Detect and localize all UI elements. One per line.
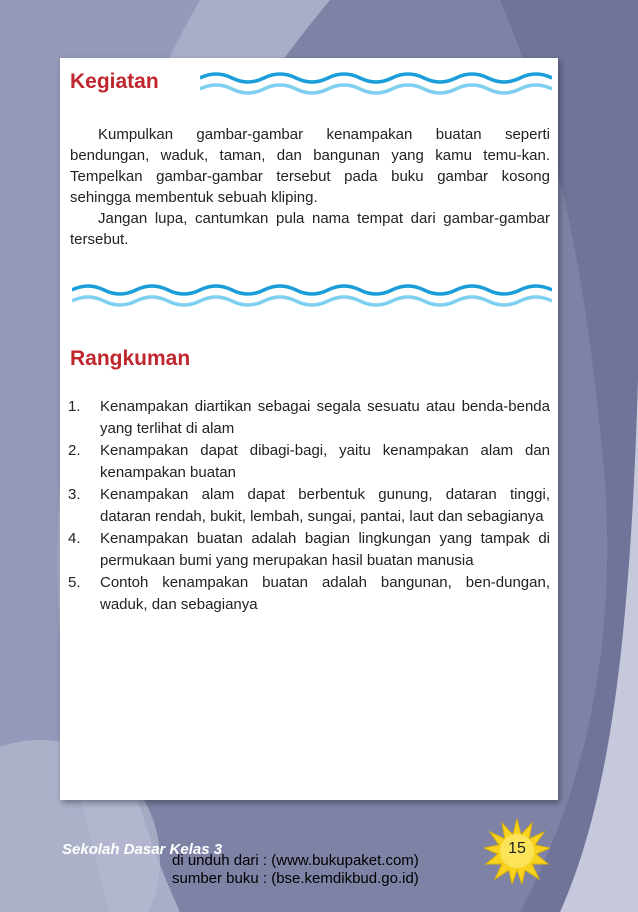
list-item-number: 1.: [68, 398, 81, 415]
list-item: [68, 572, 550, 616]
list-item-text: Kenampakan alam dapat berbentuk gunung, dataran tinggi, dataran rendah, bukit, lembah, sungai, pantai, laut dan sebagianya: [100, 486, 550, 525]
list-item-text: Kenampakan buatan adalah bagian lingkungan yang tampak di permukaan bumi yang merupakan hasil buatan manusia: [100, 530, 550, 569]
wave-decoration-top: [200, 70, 552, 96]
list-item-text: Kenampakan dapat dibagi-bagi, yaitu kenampakan alam dan kenampakan buatan: [100, 442, 550, 481]
list-item: [68, 396, 550, 440]
list-item-number: 4.: [68, 530, 81, 547]
kegiatan-heading: Kegiatan: [70, 70, 159, 93]
list-item-number: 3.: [68, 486, 81, 503]
list-item: [68, 528, 550, 572]
wave-decoration-divider: [72, 282, 552, 308]
list-item-number: 2.: [68, 442, 81, 459]
rangkuman-list: [68, 396, 550, 616]
list-item: [68, 440, 550, 484]
list-item-number: 5.: [68, 574, 81, 591]
rangkuman-heading: Rangkuman: [70, 347, 191, 370]
download-credit: di unduh dari : (www.bukupaket.com): [172, 852, 419, 869]
list-item-text: Contoh kenampakan buatan adalah bangunan, ben-dungan, waduk, dan sebagianya: [100, 574, 550, 613]
kegiatan-paragraph-1: Kumpulkan gambar-gambar kenampakan buatan seperti bendungan, waduk, taman, dan bangunan yang kamu temu-kan. Tempelkan gambar-gambar tersebut pada buku gambar kosong sehingga membentuk sebuah kliping.: [70, 126, 550, 206]
list-item: [68, 484, 550, 528]
kegiatan-instructions: [70, 124, 550, 250]
kegiatan-paragraph-2: Jangan lupa, cantumkan pula nama tempat dari gambar-gambar tersebut.: [70, 210, 550, 248]
source-credit: sumber buku : (bse.kemdikbud.go.id): [172, 870, 419, 887]
page-number: 15: [508, 840, 526, 857]
list-item-text: Kenampakan diartikan sebagai segala sesuatu atau benda-benda yang terlihat di alam: [100, 398, 550, 437]
book-title: Sekolah Dasar Kelas 3: [62, 841, 223, 858]
